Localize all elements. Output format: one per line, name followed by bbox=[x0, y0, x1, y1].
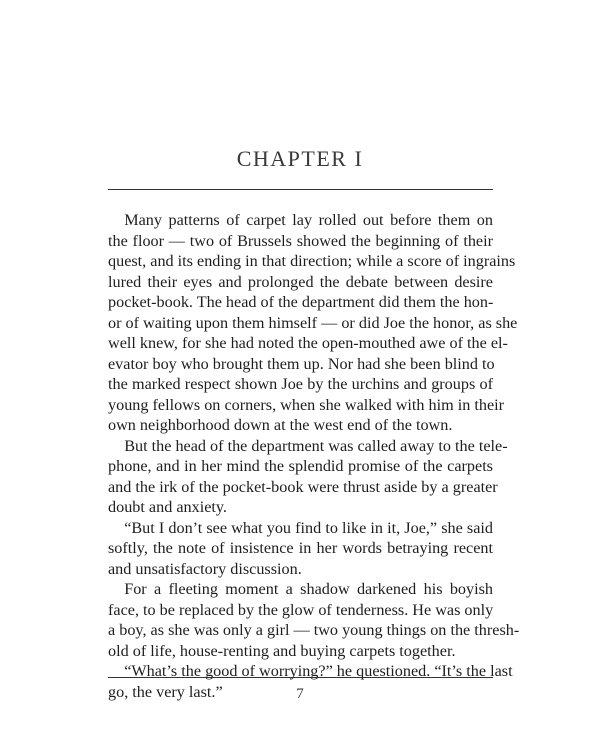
text-line: face, to be replaced by the glow of tenderness. He was only bbox=[108, 600, 494, 619]
text-line: the floor — two of Brussels showed the beginning of their bbox=[108, 231, 493, 250]
chapter-heading: CHAPTER I bbox=[236, 146, 364, 171]
text-line: a boy, as she was only a girl — two young things on the thresh- bbox=[108, 621, 520, 639]
text-line: doubt and anxiety. bbox=[108, 498, 227, 516]
text-line: old of life, house-renting and buying carpets together. bbox=[108, 641, 456, 660]
text-line: lured their eyes and prolonged the debate between desire bbox=[108, 272, 493, 291]
text-line: quest, and its ending in that direction; while a score of ingrains bbox=[108, 252, 516, 270]
text-line: young fellows on corners, when she walked with him in their bbox=[108, 395, 505, 414]
text-line: Many patterns of carpet lay rolled out before them on bbox=[108, 211, 493, 229]
text-line: own neighborhood down at the west end of the town. bbox=[108, 416, 453, 434]
text-line: the marked respect shown Joe by the urchins and groups of bbox=[108, 375, 493, 393]
text-line: or of waiting upon them himself — or did Joe the honor, as she bbox=[108, 313, 518, 332]
text-line: pocket-book. The head of the department did them the hon- bbox=[108, 293, 494, 311]
page-number: 7 bbox=[296, 686, 304, 702]
text-line: go, the very last.” bbox=[108, 682, 223, 701]
text-line: and the irk of the pocket-book were thrust aside by a greater bbox=[108, 477, 498, 496]
text-line: phone, and in her mind the splendid promise of the carpets bbox=[108, 457, 493, 475]
bottom-rule bbox=[108, 677, 493, 678]
text-line: “But I don’t see what you find to like in it, Joe,” she said bbox=[108, 518, 493, 537]
text-line: softly, the note of insistence in her words betraying recent bbox=[108, 539, 493, 557]
text-line: well knew, for she had noted the open-mouthed awe of the el- bbox=[108, 334, 508, 352]
top-rule bbox=[108, 189, 493, 190]
text-line: evator boy who brought them up. Nor had she been blind to bbox=[108, 354, 495, 373]
text-line: For a fleeting moment a shadow darkened his boyish bbox=[108, 580, 493, 598]
text-line: and unsatisfactory discussion. bbox=[108, 559, 302, 578]
text-line: “What’s the good of worrying?” he questioned. “It’s the last bbox=[108, 662, 513, 680]
body-text bbox=[108, 210, 520, 702]
text-line: But the head of the department was called away to the tele- bbox=[108, 436, 508, 455]
